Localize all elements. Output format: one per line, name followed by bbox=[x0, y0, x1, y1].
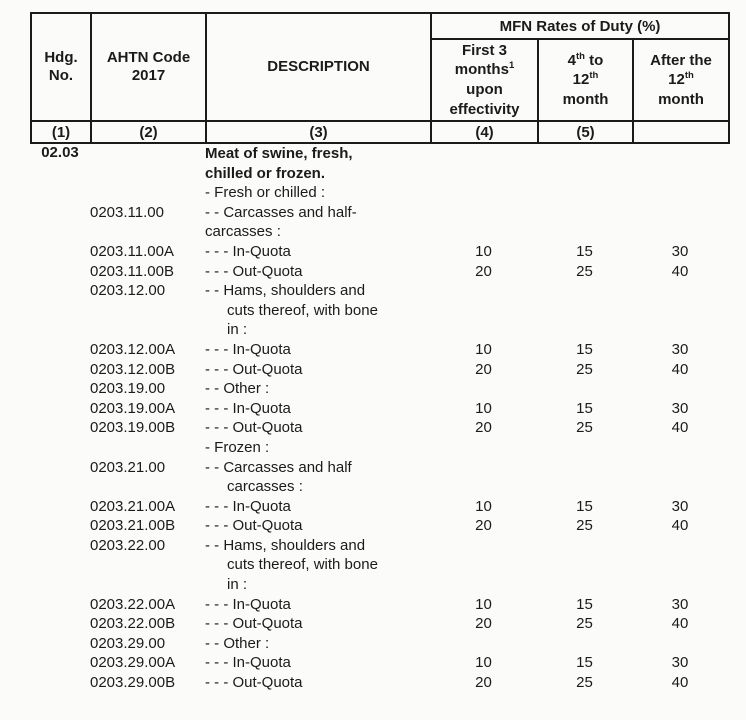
first3-line1: First 3 bbox=[461, 41, 507, 59]
description-line: - Fresh or chilled : bbox=[205, 184, 326, 202]
rate-after12-cell: 40 bbox=[671, 674, 689, 692]
th-superscript: th bbox=[576, 50, 585, 62]
rate-after12-cell bbox=[632, 183, 728, 203]
description-line: Meat of swine, fresh, bbox=[205, 145, 353, 162]
col-header-hdg-no bbox=[31, 13, 91, 121]
table-row bbox=[30, 516, 728, 536]
description-cell bbox=[205, 673, 430, 693]
column-number-row bbox=[31, 121, 729, 143]
description-line: - - - In-Quota bbox=[205, 595, 291, 613]
description-line: - - - Out-Quota bbox=[205, 517, 303, 535]
rate-4to12-cell: 15 bbox=[576, 595, 593, 613]
rate-first3-cell bbox=[430, 438, 537, 458]
hdg-no-cell bbox=[30, 242, 90, 262]
table-row bbox=[30, 144, 728, 183]
rate-4to12-cell: 15 bbox=[576, 399, 593, 417]
rate-first3-cell: 20 bbox=[475, 674, 492, 692]
description-cell bbox=[205, 497, 430, 517]
ahtn-line2: 2017 bbox=[131, 67, 166, 84]
rate-after12-cell: 40 bbox=[671, 615, 689, 633]
rate-4to12-cell bbox=[537, 438, 632, 458]
rate-after12-cell: 30 bbox=[671, 399, 689, 417]
description-cell bbox=[205, 536, 430, 595]
table-row bbox=[30, 634, 728, 654]
description-cell bbox=[205, 399, 430, 419]
description-line: - - Hams, shoulders and bbox=[205, 282, 366, 300]
description-cell bbox=[205, 614, 430, 634]
rate-4to12-cell: 25 bbox=[576, 615, 593, 633]
first3-line4: effectivity bbox=[449, 100, 520, 118]
rate-after12-cell bbox=[632, 379, 728, 399]
ahtn-code-cell: 0203.22.00A bbox=[90, 595, 176, 613]
rate-after12-cell: 30 bbox=[671, 242, 689, 260]
hdg-no-cell bbox=[30, 418, 90, 438]
description-line: carcasses : bbox=[205, 223, 281, 241]
rate-first3-cell bbox=[430, 144, 537, 183]
col-header-mfn-rates: MFN Rates of Duty (%) bbox=[431, 13, 729, 39]
rate-4to12-cell bbox=[537, 458, 632, 497]
rate-after12-cell bbox=[632, 203, 728, 242]
rate-first3-cell: 10 bbox=[475, 654, 492, 672]
hdg-no-cell: 02.03 bbox=[41, 144, 79, 161]
description-line: chilled or frozen. bbox=[205, 164, 326, 182]
rate-first3-cell bbox=[430, 379, 537, 399]
table-row bbox=[30, 379, 728, 399]
ahtn-code-cell: 0203.22.00 bbox=[90, 536, 166, 554]
rate-first3-cell: 20 bbox=[475, 615, 492, 633]
after12-line1: After the bbox=[650, 51, 712, 69]
description-line: cuts thereof, with bone bbox=[227, 301, 378, 319]
rate-first3-cell: 10 bbox=[475, 242, 492, 260]
first3-line2: months$^1$ bbox=[454, 60, 515, 79]
description-cell bbox=[205, 360, 430, 380]
table-row bbox=[30, 458, 728, 497]
description-line: - - - Out-Quota bbox=[205, 360, 303, 378]
description-cell bbox=[205, 281, 430, 340]
rate-first3-cell: 10 bbox=[475, 340, 492, 358]
ahtn-code-cell: 0203.21.00A bbox=[90, 497, 176, 515]
hdg-no-cell bbox=[30, 340, 90, 360]
description-line: in : bbox=[227, 576, 248, 594]
ahtn-code-cell: 0203.11.00A bbox=[90, 242, 174, 260]
rate-after12-cell: 40 bbox=[671, 517, 689, 535]
rate-4to12-cell: 25 bbox=[576, 262, 593, 280]
hdg-no-cell bbox=[30, 634, 90, 654]
ahtn-code-cell bbox=[90, 438, 205, 458]
ahtn-code-cell: 0203.29.00B bbox=[90, 674, 176, 692]
description-line: - - - Out-Quota bbox=[205, 615, 303, 633]
table-row bbox=[30, 203, 728, 242]
hdg-no-cell bbox=[30, 281, 90, 340]
column-number-3: (3) bbox=[206, 121, 431, 143]
hdg-no-cell bbox=[30, 458, 90, 497]
col-header-first3-months bbox=[431, 39, 538, 121]
description-cell bbox=[205, 418, 430, 438]
hdg-no-cell bbox=[30, 183, 90, 203]
ahtn-code-cell: 0203.19.00A bbox=[90, 399, 176, 417]
tariff-table-header bbox=[30, 12, 730, 144]
ahtn-code-cell: 0203.12.00 bbox=[90, 282, 166, 300]
rate-after12-cell bbox=[632, 281, 728, 340]
rate-after12-cell: 30 bbox=[671, 595, 689, 613]
hdg-no-line2: No. bbox=[48, 67, 74, 84]
rate-first3-cell: 10 bbox=[475, 595, 492, 613]
rate-first3-cell: 10 bbox=[475, 497, 492, 515]
table-row bbox=[30, 262, 728, 282]
description-line: - - - In-Quota bbox=[205, 340, 291, 358]
column-number-1: (1) bbox=[31, 121, 91, 143]
rate-4to12-cell: 25 bbox=[576, 517, 593, 535]
description-cell bbox=[205, 262, 430, 282]
column-number-6-blank bbox=[633, 121, 729, 143]
ahtn-code-cell: 0203.19.00B bbox=[90, 419, 176, 437]
rate-4to12-cell bbox=[537, 144, 632, 183]
table-row bbox=[30, 418, 728, 438]
rate-first3-cell bbox=[430, 281, 537, 340]
description-line: cuts thereof, with bone bbox=[227, 556, 378, 574]
hdg-no-cell bbox=[30, 595, 90, 615]
description-line: - - - In-Quota bbox=[205, 399, 291, 417]
description-line: carcasses : bbox=[227, 478, 303, 496]
tariff-table-body bbox=[30, 144, 728, 693]
rate-4to12-cell bbox=[537, 281, 632, 340]
hdg-no-cell bbox=[30, 203, 90, 242]
rate-4to12-cell: 25 bbox=[576, 674, 593, 692]
description-cell bbox=[205, 438, 430, 458]
hdg-no-cell bbox=[30, 399, 90, 419]
m4to12-line1: 4th to bbox=[567, 50, 604, 69]
hdg-no-cell bbox=[30, 614, 90, 634]
ahtn-code-cell: 0203.11.00B bbox=[90, 262, 174, 280]
ahtn-code-cell: 0203.12.00B bbox=[90, 360, 176, 378]
description-line: - - - In-Quota bbox=[205, 242, 291, 260]
description-cell bbox=[205, 379, 430, 399]
rate-4to12-cell: 15 bbox=[576, 242, 593, 260]
rate-4to12-cell: 15 bbox=[576, 654, 593, 672]
ahtn-code-cell: 0203.12.00A bbox=[90, 340, 176, 358]
rate-4to12-cell bbox=[537, 634, 632, 654]
hdg-no-cell bbox=[30, 673, 90, 693]
rate-after12-cell bbox=[632, 144, 728, 183]
table-row bbox=[30, 673, 728, 693]
table-row bbox=[30, 614, 728, 634]
hdg-no-cell bbox=[30, 536, 90, 595]
rate-first3-cell: 20 bbox=[475, 419, 492, 437]
th-superscript: th bbox=[589, 70, 599, 82]
ahtn-code-cell: 0203.19.00 bbox=[90, 380, 166, 398]
description-line: in : bbox=[227, 321, 248, 339]
rate-first3-cell bbox=[430, 536, 537, 595]
rate-4to12-cell bbox=[537, 183, 632, 203]
description-cell bbox=[205, 203, 430, 242]
description-cell bbox=[205, 340, 430, 360]
th-superscript: th bbox=[684, 70, 694, 82]
after12-line2: 12th bbox=[668, 70, 694, 89]
description-line: - - Other : bbox=[205, 634, 270, 652]
table-row bbox=[30, 340, 728, 360]
hdg-no-line1: Hdg. bbox=[44, 49, 78, 66]
table-row bbox=[30, 595, 728, 615]
description-cell bbox=[205, 595, 430, 615]
rate-after12-cell: 30 bbox=[671, 497, 689, 515]
rate-4to12-cell bbox=[537, 536, 632, 595]
description-line: - - Carcasses and half- bbox=[205, 203, 357, 221]
ahtn-code-cell: 0203.21.00 bbox=[90, 458, 166, 476]
rate-4to12-cell: 15 bbox=[576, 497, 593, 515]
ahtn-code-cell: 0203.11.00 bbox=[90, 203, 164, 221]
ahtn-code-cell bbox=[90, 144, 205, 183]
m4to12-line3: month bbox=[562, 90, 609, 108]
description-cell bbox=[205, 144, 430, 183]
rate-after12-cell bbox=[632, 536, 728, 595]
after12-line3: month bbox=[658, 90, 704, 108]
hdg-no-cell bbox=[30, 360, 90, 380]
ahtn-code-cell bbox=[90, 183, 205, 203]
description-cell bbox=[205, 516, 430, 536]
rate-after12-cell: 30 bbox=[671, 654, 689, 672]
hdg-no-cell bbox=[30, 497, 90, 517]
description-cell bbox=[205, 458, 430, 497]
column-number-2: (2) bbox=[91, 121, 206, 143]
column-number-5: (5) bbox=[538, 121, 633, 143]
table-row bbox=[30, 497, 728, 517]
rate-4to12-cell: 15 bbox=[576, 340, 593, 358]
table-row bbox=[30, 399, 728, 419]
ahtn-code-cell: 0203.21.00B bbox=[90, 517, 176, 535]
hdg-no-cell bbox=[30, 516, 90, 536]
rate-after12-cell: 30 bbox=[671, 340, 689, 358]
rate-first3-cell: 20 bbox=[475, 517, 492, 535]
table-row bbox=[30, 360, 728, 380]
rate-after12-cell bbox=[632, 634, 728, 654]
hdg-no-cell bbox=[30, 262, 90, 282]
table-row bbox=[30, 536, 728, 595]
description-line: - - - Out-Quota bbox=[205, 674, 303, 692]
rate-after12-cell: 40 bbox=[671, 360, 689, 378]
rate-first3-cell: 20 bbox=[475, 262, 492, 280]
col-header-description: DESCRIPTION bbox=[206, 13, 431, 121]
hdg-no-cell bbox=[30, 653, 90, 673]
rate-after12-cell: 40 bbox=[671, 262, 689, 280]
col-header-4th-to-12th bbox=[538, 39, 633, 121]
rate-4to12-cell bbox=[537, 203, 632, 242]
rate-first3-cell: 10 bbox=[475, 399, 492, 417]
rate-first3-cell: 20 bbox=[475, 360, 492, 378]
description-line: - Frozen : bbox=[205, 438, 270, 456]
description-line: - - - Out-Quota bbox=[205, 419, 303, 437]
rate-4to12-cell: 25 bbox=[576, 419, 593, 437]
column-number-4: (4) bbox=[431, 121, 538, 143]
rate-after12-cell bbox=[632, 438, 728, 458]
rate-first3-cell bbox=[430, 183, 537, 203]
description-cell bbox=[205, 634, 430, 654]
table-row bbox=[30, 183, 728, 203]
m4to12-line2: 12th bbox=[572, 70, 599, 89]
hdg-no-cell bbox=[30, 379, 90, 399]
rate-first3-cell bbox=[430, 203, 537, 242]
ahtn-code-cell: 0203.29.00 bbox=[90, 634, 166, 652]
header-row-1 bbox=[31, 13, 729, 39]
table-row bbox=[30, 438, 728, 458]
table-row bbox=[30, 281, 728, 340]
footnote-1-superscript: 1 bbox=[508, 60, 515, 72]
rate-4to12-cell: 25 bbox=[576, 360, 593, 378]
ahtn-line1: AHTN Code bbox=[106, 49, 191, 66]
description-line: - - Carcasses and half bbox=[205, 458, 352, 476]
description-cell bbox=[205, 242, 430, 262]
table-row bbox=[30, 653, 728, 673]
description-line: - - Other : bbox=[205, 380, 270, 398]
rate-first3-cell bbox=[430, 458, 537, 497]
rate-after12-cell: 40 bbox=[671, 419, 689, 437]
description-line: - - - Out-Quota bbox=[205, 262, 303, 280]
description-line: - - - In-Quota bbox=[205, 654, 291, 672]
rate-4to12-cell bbox=[537, 379, 632, 399]
rate-first3-cell bbox=[430, 634, 537, 654]
description-line: - - Hams, shoulders and bbox=[205, 536, 366, 554]
col-header-ahtn-code bbox=[91, 13, 206, 121]
first3-line3: upon bbox=[466, 81, 503, 98]
col-header-after-12th bbox=[633, 39, 729, 121]
rate-after12-cell bbox=[632, 458, 728, 497]
hdg-no-cell bbox=[30, 438, 90, 458]
ahtn-code-cell: 0203.22.00B bbox=[90, 615, 176, 633]
description-cell bbox=[205, 183, 430, 203]
table-row bbox=[30, 242, 728, 262]
ahtn-code-cell: 0203.29.00A bbox=[90, 654, 176, 672]
description-cell bbox=[205, 653, 430, 673]
description-line: - - - In-Quota bbox=[205, 497, 291, 515]
